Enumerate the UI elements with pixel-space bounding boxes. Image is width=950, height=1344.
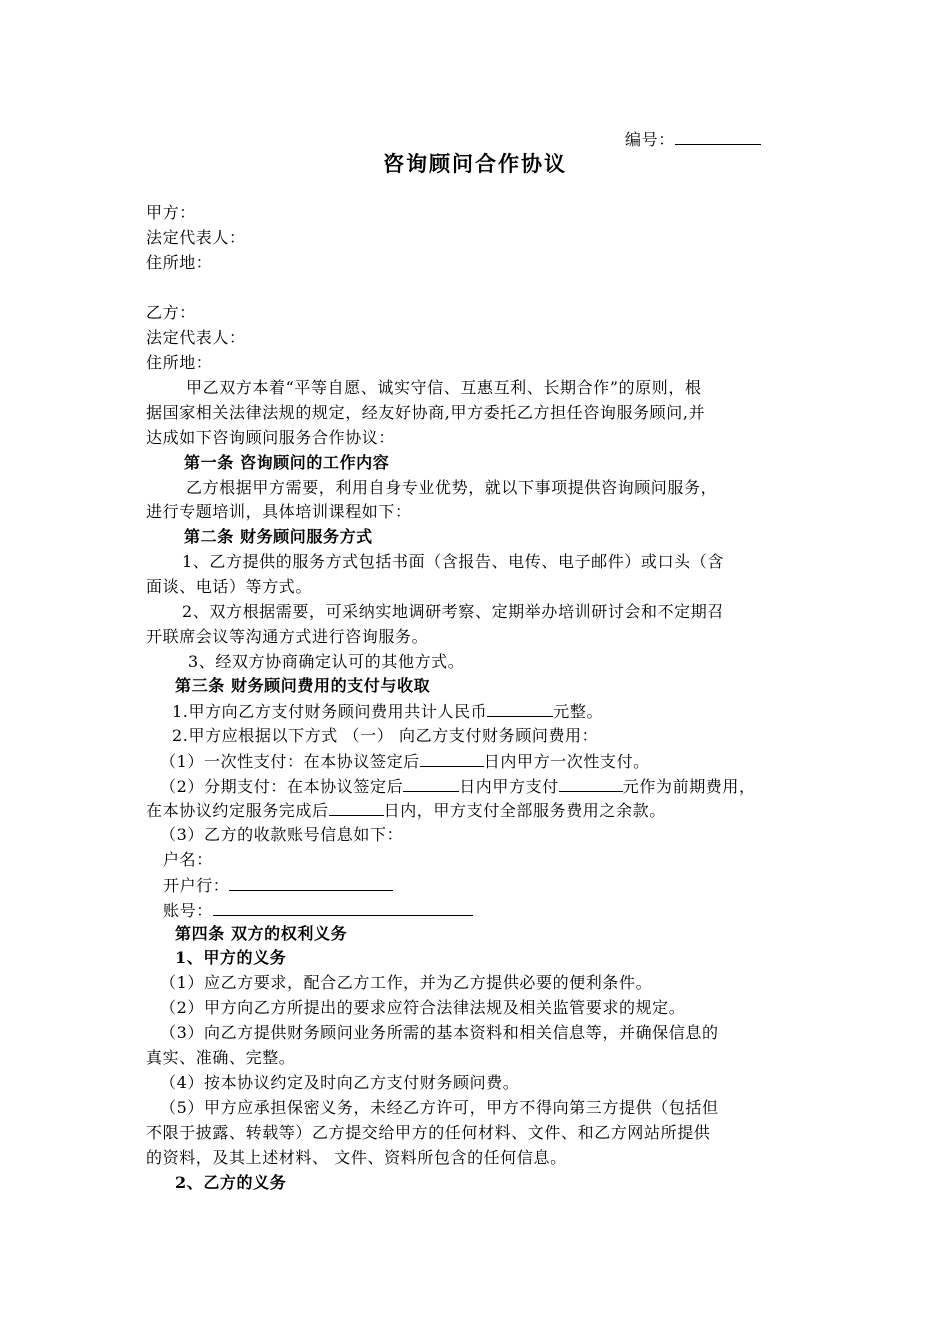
party-a-address: 住所地： xyxy=(146,253,213,272)
lump-sum-text: （1）一次性支付：在本协议签定后 xyxy=(160,752,420,771)
payment-method-line: 2.甲方应根据以下方式 （一） 向乙方支付财务顾问费用： xyxy=(172,726,599,745)
party-a-duty-line: 真实、准确、完整。 xyxy=(146,1048,296,1067)
article-2-line: 面谈、电话）等方式。 xyxy=(146,577,313,596)
balance-text: 在本协议约定服务完成后 xyxy=(146,801,329,820)
bank-line xyxy=(163,873,393,898)
installment-suffix: 元作为前期费用， xyxy=(622,777,756,796)
party-b-duties-heading: 2、乙方的义务 xyxy=(175,1173,287,1192)
article-1-line: 乙方根据甲方需要，利用自身专业优势，就以下事项提供咨询顾问服务， xyxy=(186,478,718,497)
installment-mid: 日内甲方支付 xyxy=(459,777,559,796)
article-1-heading: 第一条 咨询顾问的工作内容 xyxy=(184,453,390,472)
account-name-label: 户名： xyxy=(163,850,213,869)
lump-sum-suffix: 日内甲方一次性支付。 xyxy=(483,752,650,771)
serial-blank[interactable] xyxy=(675,127,761,145)
installment-amount-blank[interactable] xyxy=(559,774,623,792)
fee-total-blank[interactable] xyxy=(487,699,553,717)
installment-days-blank[interactable] xyxy=(403,774,459,792)
article-4-heading: 第四条 双方的权利义务 xyxy=(175,924,348,943)
party-a-duty-line: （4）按本协议约定及时向乙方支付财务顾问费。 xyxy=(160,1073,520,1092)
party-a-duty-line: 的资料，及其上述材料、 文件、资料所包含的任何信息。 xyxy=(146,1148,567,1167)
intro-line: 达成如下咨询顾问服务合作协议： xyxy=(146,428,396,447)
party-b-name: 乙方： xyxy=(146,303,196,322)
article-3-heading: 第三条 财务顾问费用的支付与收取 xyxy=(175,676,431,695)
party-b-address: 住所地： xyxy=(146,353,213,372)
party-a-rep: 法定代表人： xyxy=(146,228,246,247)
lump-sum-days-blank[interactable] xyxy=(420,749,484,767)
article-2-line: 1、乙方提供的服务方式包括书面（含报告、电传、电子邮件）或口头（含 xyxy=(182,552,724,571)
balance-suffix: 日内，甲方支付全部服务费用之余款。 xyxy=(383,801,666,820)
article-1-line: 进行专题培训，具体培训课程如下： xyxy=(146,502,412,521)
party-a-duty-line: （2）甲方向乙方所提出的要求应符合法律法规及相关监管要求的规定。 xyxy=(160,998,686,1017)
article-2-line: 3、经双方协商确定认可的其他方式。 xyxy=(188,652,465,671)
account-no-label: 账号： xyxy=(163,901,213,920)
installment-text: （2）分期支付：在本协议签定后 xyxy=(160,777,404,796)
account-no-line xyxy=(163,898,473,923)
fee-total-text: 1.甲方向乙方支付财务顾问费用共计人民币 xyxy=(172,702,488,721)
party-a-duty-line: （5）甲方应承担保密义务，未经乙方许可，甲方不得向第三方提供（包括但 xyxy=(160,1098,719,1117)
party-a-duty-line: 不限于披露、转载等）乙方提交给甲方的任何材料、文件、和乙方网站所提供 xyxy=(146,1123,711,1142)
account-name-line xyxy=(163,848,213,872)
fee-total-line xyxy=(172,699,603,724)
party-b-rep: 法定代表人： xyxy=(146,328,246,347)
intro-line: 甲乙双方本着“平等自愿、诚实守信、互惠互利、长期合作”的原则，根 xyxy=(186,378,702,397)
fee-total-suffix: 元整。 xyxy=(553,702,604,721)
party-a-name: 甲方： xyxy=(146,203,196,222)
party-a-duty-line: （3）向乙方提供财务顾问业务所需的基本资料和相关信息等，并确保信息的 xyxy=(160,1023,719,1042)
account-no-blank[interactable] xyxy=(213,898,473,916)
page-title: 咨询顾问合作协议 xyxy=(383,151,567,176)
party-a-duties-heading: 1、甲方的义务 xyxy=(175,948,287,967)
lump-sum-line xyxy=(160,749,650,774)
article-2-line: 开联席会议等沟通方式进行咨询服务。 xyxy=(146,627,429,646)
article-2-heading: 第二条 财务顾问服务方式 xyxy=(184,527,373,546)
serial-label: 编号： xyxy=(625,130,675,149)
article-2-line: 2、双方根据需要，可采纳实地调研考察、定期举办培训研讨会和不定期召 xyxy=(182,602,724,621)
balance-line xyxy=(146,798,666,823)
party-a-duty-line: （1）应乙方要求，配合乙方工作，并为乙方提供必要的便利条件。 xyxy=(160,973,653,992)
bank-label: 开户行： xyxy=(163,876,230,895)
account-info-line: （3）乙方的收款账号信息如下： xyxy=(160,825,404,844)
bank-blank[interactable] xyxy=(229,873,393,891)
balance-days-blank[interactable] xyxy=(329,798,384,816)
intro-line: 据国家相关法律法规的规定，经友好协商,甲方委托乙方担任咨询服务顾问,并 xyxy=(146,403,706,422)
installment-line xyxy=(160,774,756,799)
